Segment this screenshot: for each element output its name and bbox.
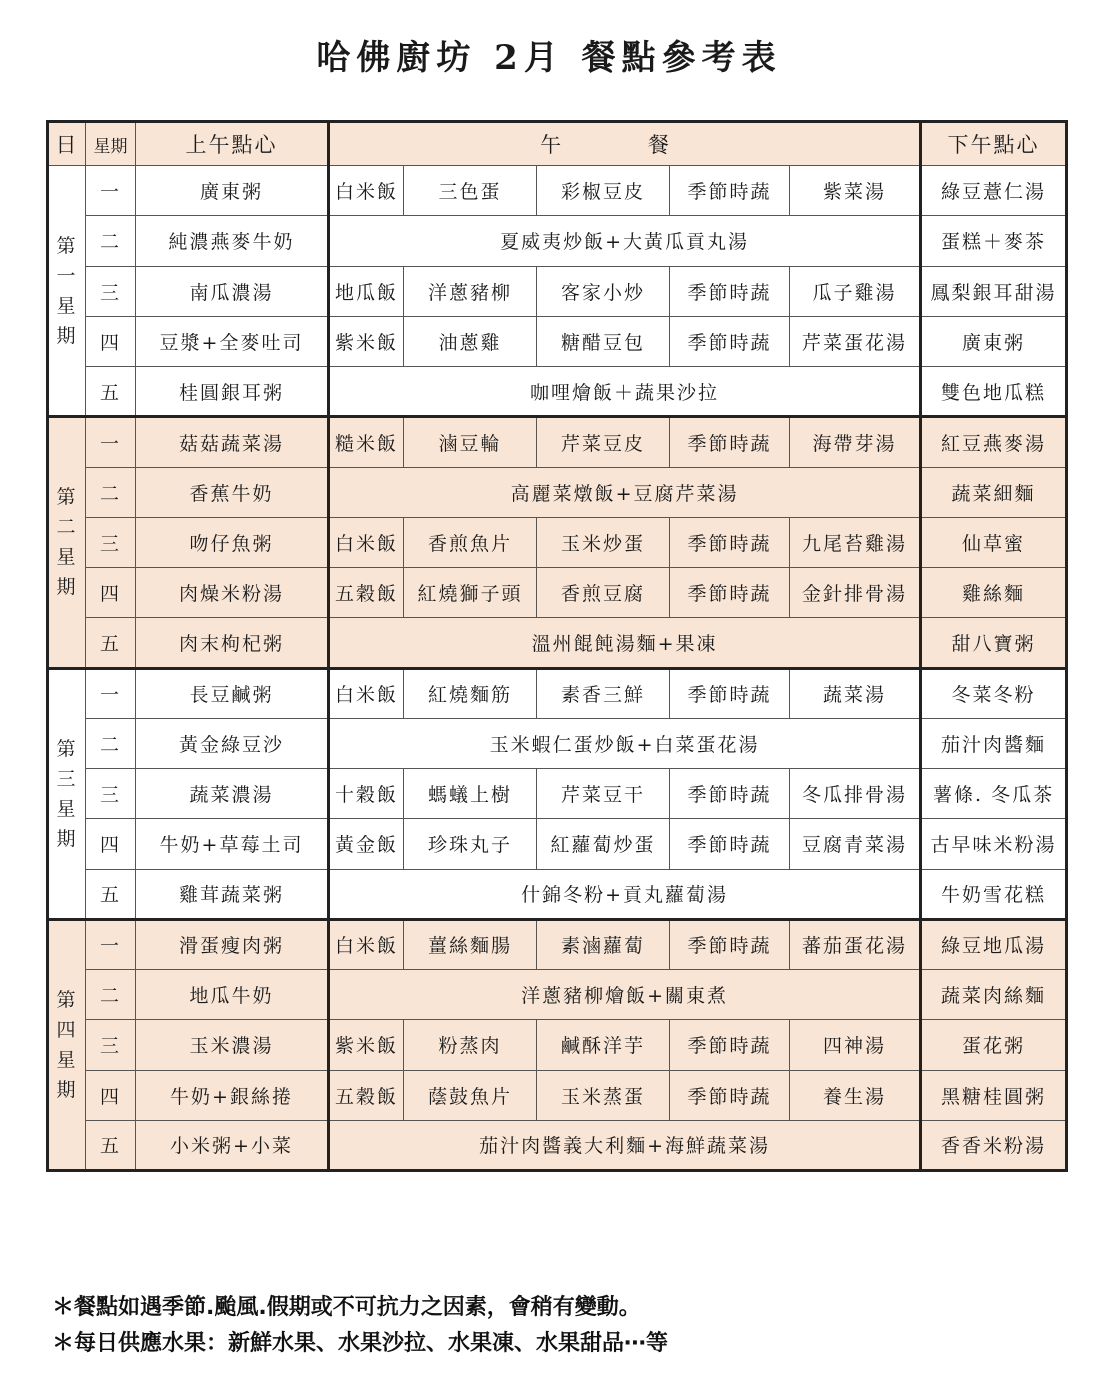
lunch-item-cell: 五穀飯 xyxy=(329,1070,404,1120)
lunch-item-cell: 冬瓜排骨湯 xyxy=(790,769,921,819)
weekday-cell: 五 xyxy=(86,367,136,417)
table-row xyxy=(48,1020,1067,1070)
header-morning: 上午點心 xyxy=(136,122,329,166)
note-line: ＊餐點如遇季節.颱風.假期或不可抗力之因素，會稍有變動。 xyxy=(52,1295,641,1320)
lunch-item-cell: 芹菜豆干 xyxy=(537,769,670,819)
afternoon-snack-cell: 古早味米粉湯 xyxy=(921,819,1067,869)
week-label-char: 期 xyxy=(56,324,78,347)
table-row xyxy=(48,970,1067,1020)
lunch-combined-cell: 高麗菜燉飯+豆腐芹菜湯 xyxy=(329,467,921,517)
week-label-char: 二 xyxy=(56,516,78,539)
afternoon-snack-cell: 茄汁肉醬麵 xyxy=(921,718,1067,768)
lunch-item-cell: 養生湯 xyxy=(790,1070,921,1120)
table-row xyxy=(48,769,1067,819)
lunch-item-cell: 客家小炒 xyxy=(537,266,670,316)
afternoon-snack-cell: 仙草蜜 xyxy=(921,517,1067,567)
lunch-combined-cell: 玉米蝦仁蛋炒飯+白菜蛋花湯 xyxy=(329,718,921,768)
table-row xyxy=(48,919,1067,969)
header-day: 日 xyxy=(48,122,86,166)
lunch-item-cell: 紅燒麵筋 xyxy=(404,668,537,718)
lunch-item-cell: 白米飯 xyxy=(329,517,404,567)
lunch-item-cell: 五穀飯 xyxy=(329,568,404,618)
morning-snack-cell: 菇菇蔬菜湯 xyxy=(136,417,329,467)
lunch-item-cell: 九尾苔雞湯 xyxy=(790,517,921,567)
table-row xyxy=(48,367,1067,417)
lunch-item-cell: 黃金飯 xyxy=(329,819,404,869)
lunch-item-cell: 金針排骨湯 xyxy=(790,568,921,618)
header-afternoon: 下午點心 xyxy=(921,122,1067,166)
lunch-item-cell: 蔬菜湯 xyxy=(790,668,921,718)
week-label-char: 期 xyxy=(56,1078,78,1101)
week-label-char: 第 xyxy=(56,988,78,1011)
week-label xyxy=(48,166,86,417)
lunch-combined-cell: 夏威夷炒飯+大黃瓜貢丸湯 xyxy=(329,216,921,266)
note-line: ＊每日供應水果：新鮮水果、水果沙拉、水果凍、水果甜品⋯等 xyxy=(52,1331,669,1356)
weekday-cell: 二 xyxy=(86,467,136,517)
lunch-item-cell: 素香三鮮 xyxy=(537,668,670,718)
weekday-cell: 五 xyxy=(86,1120,136,1170)
lunch-item-cell: 蕃茄蛋花湯 xyxy=(790,919,921,969)
morning-snack-cell: 地瓜牛奶 xyxy=(136,970,329,1020)
lunch-item-cell: 螞蟻上樹 xyxy=(404,769,537,819)
afternoon-snack-cell: 甜八寶粥 xyxy=(921,618,1067,668)
table-row xyxy=(48,869,1067,919)
afternoon-snack-cell: 廣東粥 xyxy=(921,316,1067,366)
afternoon-snack-cell: 黑糖桂圓粥 xyxy=(921,1070,1067,1120)
afternoon-snack-cell: 綠豆薏仁湯 xyxy=(921,166,1067,216)
lunch-item-cell: 香煎魚片 xyxy=(404,517,537,567)
lunch-item-cell: 季節時蔬 xyxy=(670,769,790,819)
page-title: 哈佛廚坊 2月 餐點參考表 xyxy=(316,38,782,78)
afternoon-snack-cell: 紅豆燕麥湯 xyxy=(921,417,1067,467)
lunch-combined-cell: 什錦冬粉+貢丸蘿蔔湯 xyxy=(329,869,921,919)
afternoon-snack-cell: 綠豆地瓜湯 xyxy=(921,919,1067,969)
week-label-char: 三 xyxy=(56,767,78,790)
week-label xyxy=(48,668,86,919)
afternoon-snack-cell: 牛奶雪花糕 xyxy=(921,869,1067,919)
lunch-item-cell: 香煎豆腐 xyxy=(537,568,670,618)
lunch-item-cell: 滷豆輪 xyxy=(404,417,537,467)
lunch-item-cell: 季節時蔬 xyxy=(670,166,790,216)
morning-snack-cell: 滑蛋瘦肉粥 xyxy=(136,919,329,969)
week-label-char: 第 xyxy=(56,737,78,760)
lunch-item-cell: 瓜子雞湯 xyxy=(790,266,921,316)
weekday-cell: 五 xyxy=(86,618,136,668)
afternoon-snack-cell: 蛋花粥 xyxy=(921,1020,1067,1070)
lunch-item-cell: 芹菜蛋花湯 xyxy=(790,316,921,366)
weekday-cell: 一 xyxy=(86,417,136,467)
header-weekday: 星期 xyxy=(86,122,136,166)
week-label-char: 一 xyxy=(56,264,78,287)
afternoon-snack-cell: 蛋糕＋麥茶 xyxy=(921,216,1067,266)
morning-snack-cell: 小米粥+小菜 xyxy=(136,1120,329,1170)
lunch-item-cell: 季節時蔬 xyxy=(670,316,790,366)
table-row xyxy=(48,316,1067,366)
lunch-item-cell: 豆腐青菜湯 xyxy=(790,819,921,869)
lunch-item-cell: 粉蒸肉 xyxy=(404,1020,537,1070)
lunch-item-cell: 彩椒豆皮 xyxy=(537,166,670,216)
afternoon-snack-cell: 雞絲麵 xyxy=(921,568,1067,618)
lunch-item-cell: 珍珠丸子 xyxy=(404,819,537,869)
notes xyxy=(52,1290,668,1362)
morning-snack-cell: 黃金綠豆沙 xyxy=(136,718,329,768)
morning-snack-cell: 牛奶+銀絲捲 xyxy=(136,1070,329,1120)
morning-snack-cell: 廣東粥 xyxy=(136,166,329,216)
lunch-item-cell: 十穀飯 xyxy=(329,769,404,819)
lunch-item-cell: 季節時蔬 xyxy=(670,568,790,618)
week-label-char: 期 xyxy=(56,576,78,599)
lunch-combined-cell: 洋蔥豬柳燴飯+關東煮 xyxy=(329,970,921,1020)
week-label-char: 星 xyxy=(56,1048,78,1071)
morning-snack-cell: 香蕉牛奶 xyxy=(136,467,329,517)
lunch-item-cell: 蔭鼓魚片 xyxy=(404,1070,537,1120)
lunch-item-cell: 季節時蔬 xyxy=(670,1020,790,1070)
lunch-item-cell: 三色蛋 xyxy=(404,166,537,216)
table-row xyxy=(48,668,1067,718)
lunch-item-cell: 紅蘿蔔炒蛋 xyxy=(537,819,670,869)
weekday-cell: 一 xyxy=(86,919,136,969)
lunch-item-cell: 白米飯 xyxy=(329,166,404,216)
lunch-item-cell: 季節時蔬 xyxy=(670,517,790,567)
lunch-item-cell: 白米飯 xyxy=(329,919,404,969)
weekday-cell: 四 xyxy=(86,1070,136,1120)
lunch-combined-cell: 溫州餛飩湯麵+果凍 xyxy=(329,618,921,668)
morning-snack-cell: 玉米濃湯 xyxy=(136,1020,329,1070)
table-row xyxy=(48,618,1067,668)
morning-snack-cell: 雞茸蔬菜粥 xyxy=(136,869,329,919)
lunch-combined-cell: 茄汁肉醬義大利麵+海鮮蔬菜湯 xyxy=(329,1120,921,1170)
lunch-item-cell: 薑絲麵腸 xyxy=(404,919,537,969)
afternoon-snack-cell: 香香米粉湯 xyxy=(921,1120,1067,1170)
weekday-cell: 四 xyxy=(86,316,136,366)
morning-snack-cell: 牛奶+草莓土司 xyxy=(136,819,329,869)
table-row xyxy=(48,568,1067,618)
weekday-cell: 三 xyxy=(86,769,136,819)
week-label-char: 第 xyxy=(56,234,78,257)
table-row xyxy=(48,1070,1067,1120)
week-label-char: 四 xyxy=(56,1018,78,1041)
afternoon-snack-cell: 蔬菜肉絲麵 xyxy=(921,970,1067,1020)
morning-snack-cell: 桂圓銀耳粥 xyxy=(136,367,329,417)
week-label-char: 星 xyxy=(56,546,78,569)
morning-snack-cell: 肉燥米粉湯 xyxy=(136,568,329,618)
lunch-item-cell: 季節時蔬 xyxy=(670,819,790,869)
morning-snack-cell: 長豆鹹粥 xyxy=(136,668,329,718)
table-row xyxy=(48,266,1067,316)
table-row xyxy=(48,718,1067,768)
afternoon-snack-cell: 雙色地瓜糕 xyxy=(921,367,1067,417)
morning-snack-cell: 肉末枸杞粥 xyxy=(136,618,329,668)
week-label-char: 期 xyxy=(56,827,78,850)
table-row xyxy=(48,1120,1067,1170)
header-lunch: 午 餐 xyxy=(329,122,921,166)
lunch-item-cell: 紅燒獅子頭 xyxy=(404,568,537,618)
lunch-item-cell: 油蔥雞 xyxy=(404,316,537,366)
lunch-item-cell: 季節時蔬 xyxy=(670,1070,790,1120)
weekday-cell: 三 xyxy=(86,517,136,567)
weekday-cell: 四 xyxy=(86,819,136,869)
weekday-cell: 二 xyxy=(86,970,136,1020)
table-row xyxy=(48,166,1067,216)
table-row xyxy=(48,819,1067,869)
week-label-char: 星 xyxy=(56,797,78,820)
lunch-item-cell: 地瓜飯 xyxy=(329,266,404,316)
weekday-cell: 四 xyxy=(86,568,136,618)
morning-snack-cell: 吻仔魚粥 xyxy=(136,517,329,567)
lunch-item-cell: 季節時蔬 xyxy=(670,668,790,718)
lunch-item-cell: 四神湯 xyxy=(790,1020,921,1070)
morning-snack-cell: 豆漿+全麥吐司 xyxy=(136,316,329,366)
morning-snack-cell: 蔬菜濃湯 xyxy=(136,769,329,819)
weekday-cell: 一 xyxy=(86,166,136,216)
lunch-item-cell: 糙米飯 xyxy=(329,417,404,467)
table-row xyxy=(48,216,1067,266)
lunch-item-cell: 紫菜湯 xyxy=(790,166,921,216)
lunch-item-cell: 紫米飯 xyxy=(329,1020,404,1070)
morning-snack-cell: 純濃燕麥牛奶 xyxy=(136,216,329,266)
lunch-combined-cell: 咖哩燴飯＋蔬果沙拉 xyxy=(329,367,921,417)
afternoon-snack-cell: 冬菜冬粉 xyxy=(921,668,1067,718)
week-label xyxy=(48,919,86,1170)
week-label-char: 第 xyxy=(56,486,78,509)
afternoon-snack-cell: 鳳梨銀耳甜湯 xyxy=(921,266,1067,316)
table-row xyxy=(48,517,1067,567)
lunch-item-cell: 季節時蔬 xyxy=(670,266,790,316)
lunch-item-cell: 玉米炒蛋 xyxy=(537,517,670,567)
lunch-item-cell: 季節時蔬 xyxy=(670,919,790,969)
lunch-item-cell: 玉米蒸蛋 xyxy=(537,1070,670,1120)
lunch-item-cell: 紫米飯 xyxy=(329,316,404,366)
weekday-cell: 二 xyxy=(86,216,136,266)
table-row xyxy=(48,417,1067,467)
lunch-item-cell: 季節時蔬 xyxy=(670,417,790,467)
weekday-cell: 三 xyxy=(86,1020,136,1070)
lunch-item-cell: 芹菜豆皮 xyxy=(537,417,670,467)
lunch-item-cell: 洋蔥豬柳 xyxy=(404,266,537,316)
lunch-item-cell: 素滷蘿蔔 xyxy=(537,919,670,969)
weekday-cell: 五 xyxy=(86,869,136,919)
menu-table xyxy=(46,120,1068,1172)
weekday-cell: 三 xyxy=(86,266,136,316)
lunch-item-cell: 糖醋豆包 xyxy=(537,316,670,366)
week-label xyxy=(48,417,86,668)
afternoon-snack-cell: 蔬菜細麵 xyxy=(921,467,1067,517)
table-row xyxy=(48,467,1067,517)
week-label-char: 星 xyxy=(56,294,78,317)
lunch-item-cell: 海帶芽湯 xyxy=(790,417,921,467)
afternoon-snack-cell: 薯條. 冬瓜茶 xyxy=(921,769,1067,819)
morning-snack-cell: 南瓜濃湯 xyxy=(136,266,329,316)
lunch-item-cell: 鹹酥洋芋 xyxy=(537,1020,670,1070)
lunch-item-cell: 白米飯 xyxy=(329,668,404,718)
weekday-cell: 二 xyxy=(86,718,136,768)
weekday-cell: 一 xyxy=(86,668,136,718)
